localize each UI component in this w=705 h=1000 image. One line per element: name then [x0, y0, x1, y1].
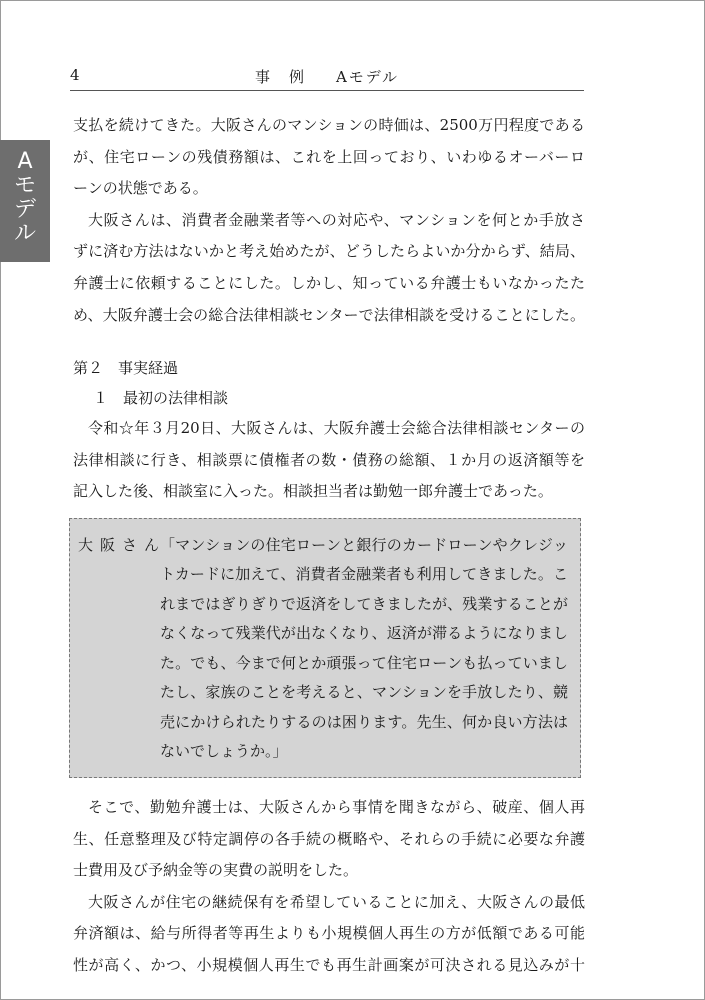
- page-number: 4: [70, 66, 80, 84]
- text-line: 生、任意整理及び特定調停の各手続の概略や、それらの手続に必要な弁護: [73, 829, 585, 848]
- running-title-left: 事 例: [254, 68, 306, 86]
- chapter-side-tab: [0, 140, 50, 262]
- paragraph: [73, 413, 585, 508]
- text-line: 支払を続けてきた。大阪さんのマンションの時価は、2500万円程度である: [73, 116, 585, 134]
- speech-line: トカードに加えて、消費者金融業者も利用してきました。こ: [160, 565, 568, 584]
- text-line: 弁護士に依頼することにした。しかし、知っている弁護士もいなかったた: [73, 273, 585, 292]
- side-tab-char: A: [17, 149, 33, 174]
- text-line: め、大阪弁護士会の総合法律相談センターで法律相談を受けることにした。: [73, 305, 585, 324]
- text-line: そこで、勤勉弁護士は、大阪さんから事情を聞きながら、破産、個人再: [88, 797, 585, 816]
- text-line: 記入した後、相談室に入った。相談担当者は勤勉一郎弁護士であった。: [73, 482, 553, 501]
- speech-line: ないでしょうか。」: [160, 742, 288, 761]
- subsection-heading: １ 最初の法律相談: [93, 389, 229, 408]
- paragraph: [73, 110, 585, 205]
- text-line: 大阪さんが住宅の継続保有を希望していることに加え、大阪さんの最低: [88, 892, 585, 911]
- dialogue-box: [69, 518, 581, 778]
- speech-line: れまではぎりぎりで返済をしてきましたが、残業することが: [160, 594, 568, 613]
- speech-line: た。でも、今まで何とか頑張って住宅ローンも払っていまし: [160, 653, 568, 672]
- speech-line: たし、家族のことを考えると、マンションを手放したり、競: [160, 683, 568, 702]
- dialogue-speech: [160, 531, 568, 767]
- running-title-right: Aモデル: [335, 68, 400, 86]
- side-tab-char: モ: [13, 173, 36, 198]
- paragraph: [73, 887, 585, 982]
- text-line: が、住宅ローンの残債務額は、これを上回っており、いわゆるオーバーロ: [73, 147, 585, 166]
- section-heading: 第２ 事実経過: [73, 359, 179, 378]
- page-body: [73, 110, 585, 982]
- text-line: 性が高く、かつ、小規模個人再生でも再生計画案が可決される見込みが十: [73, 955, 585, 974]
- text-line: 弁済額は、給与所得者等再生よりも小規模個人再生の方が低額である可能: [73, 924, 585, 943]
- side-tab-char: ル: [13, 221, 36, 246]
- text-line: 士費用及び予納金等の実費の説明をした。: [73, 861, 359, 880]
- text-line: 大阪さんは、消費者金融業者等への対応や、マンションを何とか手放さ: [88, 210, 585, 229]
- text-line: ーンの状態である。: [73, 179, 208, 198]
- text-line: 法律相談に行き、相談票に債権者の数・債務の総額、１か月の返済額等を: [73, 450, 585, 469]
- dialogue-speaker: 大阪さん: [78, 535, 167, 554]
- text-line: 令和☆年３月20日、大阪さんは、大阪弁護士会総合法律相談センターの: [88, 419, 585, 438]
- running-title: [70, 66, 584, 87]
- side-tab-char: デ: [13, 197, 36, 222]
- speech-line: 売にかけられたりするのは困ります。先生、何か良い方法は: [160, 712, 568, 731]
- speech-line: なくなって残業代が出なくなり、返済が滞るようになりまし: [160, 624, 568, 643]
- speech-line: 「マンションの住宅ローンと銀行のカードローンやクレジッ: [160, 535, 568, 554]
- paragraph: [73, 205, 585, 331]
- paragraph: [73, 792, 585, 887]
- running-header: [70, 64, 584, 91]
- text-line: ずに済む方法はないかと考え始めたが、どうしたらよいか分からず、結局、: [73, 242, 585, 261]
